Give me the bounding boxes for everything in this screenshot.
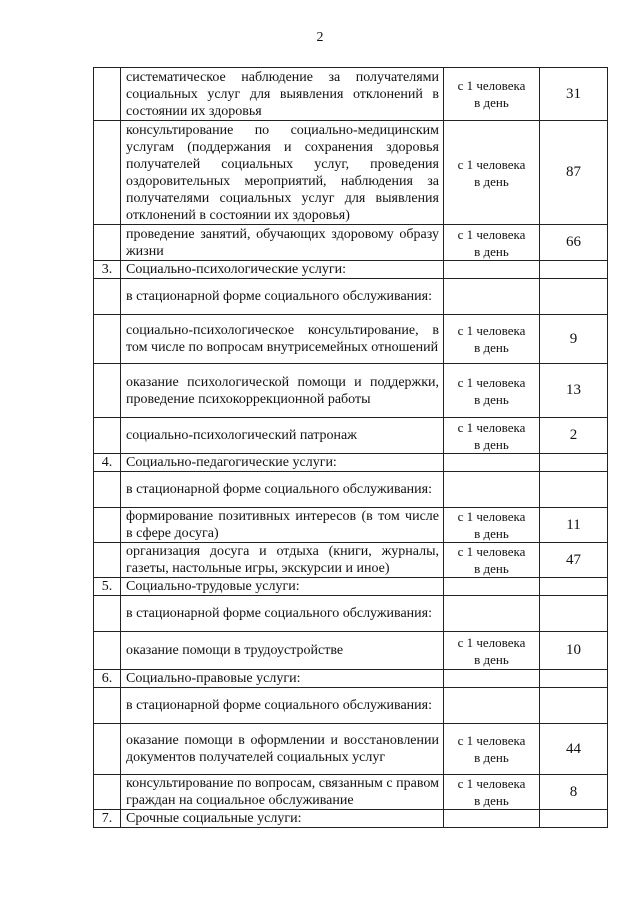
unit-line-2: в день [474,526,509,541]
value-cell: 10 [540,632,608,670]
row-number [94,121,121,225]
service-description: систематическое наблюдение за получателями социальных услуг для выявления отклонений в состоянии их здоровья [126,69,439,119]
row-number [94,68,121,121]
category-row [94,261,608,279]
row-number [94,472,121,508]
row-number: 7. [94,810,121,828]
service-description: в стационарной форме социального обслуживания: [126,698,432,713]
service-row [94,225,608,261]
row-number [94,724,121,775]
unit-line-2: в день [474,340,509,355]
description-cell [121,578,444,596]
service-description: формирование позитивных интересов (в том числе в сфере досуга) [126,509,439,541]
service-row [94,121,608,225]
unit-line-1: с 1 человека [457,78,526,93]
description-cell [121,670,444,688]
unit-cell [444,724,540,775]
value-cell [540,279,608,315]
description-cell [121,632,444,670]
value-cell [540,810,608,828]
value-cell: 47 [540,543,608,578]
value-cell: 8 [540,775,608,810]
form-row [94,279,608,315]
services-table-body [94,68,608,828]
description-cell [121,724,444,775]
service-description: консультирование по социально-медицинским услугам (поддержания и сохранения здоровья получателей социальных услуг, проведения оздоровительных мероприятий, наблюдения за получателями социальных услуг для выявления отклонений в состоянии их здоровья) [126,122,439,223]
unit-cell [444,472,540,508]
service-description: в стационарной форме социального обслуживания: [126,482,432,497]
value-cell: 13 [540,364,608,418]
value-cell: 44 [540,724,608,775]
value-cell: 2 [540,418,608,454]
row-number [94,225,121,261]
unit-cell [444,775,540,810]
row-number [94,364,121,418]
unit-line-1: с 1 человека [457,544,526,559]
value-cell: 31 [540,68,608,121]
value-cell [540,578,608,596]
row-number: 3. [94,261,121,279]
category-row [94,670,608,688]
service-description: в стационарной форме социального обслуживания: [126,289,432,304]
unit-cell [444,632,540,670]
service-row [94,775,608,810]
row-number [94,688,121,724]
unit-cell [444,688,540,724]
service-row [94,508,608,543]
unit-line-1: с 1 человека [457,323,526,338]
description-cell [121,261,444,279]
service-row [94,68,608,121]
form-row [94,596,608,632]
services-table [93,67,608,828]
category-title: Социально-правовые услуги: [126,671,301,686]
unit-cell [444,543,540,578]
unit-cell [444,225,540,261]
description-cell [121,810,444,828]
category-title: Социально-трудовые услуги: [126,579,300,594]
unit-line-1: с 1 человека [457,156,526,172]
description-cell [121,121,444,225]
description-cell [121,225,444,261]
form-row [94,688,608,724]
value-cell: 11 [540,508,608,543]
unit-cell [444,68,540,121]
value-cell [540,454,608,472]
unit-line-2: в день [474,95,509,110]
unit-cell [444,418,540,454]
service-row [94,632,608,670]
row-number [94,596,121,632]
unit-line-2: в день [474,651,509,667]
unit-line-1: с 1 человека [457,776,526,791]
row-number [94,315,121,364]
unit-cell [444,578,540,596]
row-number [94,632,121,670]
unit-cell [444,261,540,279]
unit-cell [444,596,540,632]
value-cell: 66 [540,225,608,261]
row-number [94,775,121,810]
service-description: проведение занятий, обучающих здоровому образу жизни [126,226,439,259]
unit-line-1: с 1 человека [457,419,526,435]
unit-line-1: с 1 человека [457,374,526,390]
unit-cell [444,121,540,225]
form-row [94,472,608,508]
value-cell [540,261,608,279]
description-cell [121,454,444,472]
service-description: социально-психологический патронаж [126,428,357,443]
service-row [94,364,608,418]
service-row [94,315,608,364]
unit-line-2: в день [474,391,509,407]
service-row [94,418,608,454]
category-title: Срочные социальные услуги: [126,811,302,826]
description-cell [121,68,444,121]
row-number: 6. [94,670,121,688]
unit-cell [444,508,540,543]
description-cell [121,596,444,632]
row-number [94,279,121,315]
unit-cell [444,454,540,472]
service-row [94,543,608,578]
unit-cell [444,315,540,364]
service-description: социально-психологическое консультирование, в том числе по вопросам внутрисемейных отношений [126,323,439,355]
unit-line-2: в день [474,436,509,452]
unit-line-1: с 1 человека [457,509,526,524]
service-description: консультирование по вопросам, связанным с правом граждан на социальное обслуживание [126,776,439,808]
value-cell [540,670,608,688]
unit-cell [444,279,540,315]
unit-line-2: в день [474,561,509,576]
description-cell [121,418,444,454]
value-cell [540,688,608,724]
unit-cell [444,670,540,688]
category-row [94,810,608,828]
row-number [94,508,121,543]
unit-line-1: с 1 человека [457,226,526,242]
row-number [94,418,121,454]
unit-line-2: в день [474,793,509,808]
value-cell [540,472,608,508]
unit-line-2: в день [474,173,509,189]
category-row [94,454,608,472]
category-title: Социально-психологические услуги: [126,262,347,277]
service-description: оказание помощи в трудоустройстве [126,643,344,658]
category-row [94,578,608,596]
unit-cell [444,810,540,828]
unit-line-1: с 1 человека [457,634,526,650]
service-description: в стационарной форме социального обслуживания: [126,606,432,621]
description-cell [121,508,444,543]
service-description: оказание психологической помощи и поддержки, проведение психокоррекционной работы [126,374,439,407]
service-row [94,724,608,775]
row-number: 5. [94,578,121,596]
unit-line-1: с 1 человека [457,733,526,748]
description-cell [121,472,444,508]
unit-line-2: в день [474,243,509,259]
unit-line-2: в день [474,750,509,765]
description-cell [121,543,444,578]
description-cell [121,279,444,315]
description-cell [121,775,444,810]
value-cell: 9 [540,315,608,364]
description-cell [121,364,444,418]
description-cell [121,315,444,364]
row-number: 4. [94,454,121,472]
value-cell [540,596,608,632]
value-cell: 87 [540,121,608,225]
service-description: оказание помощи в оформлении и восстановлении документов получателей социальных услуг [126,733,439,765]
category-title: Социально-педагогические услуги: [126,455,337,470]
page-number: 2 [316,30,324,45]
service-description: организация досуга и отдыха (книги, журналы, газеты, настольные игры, экскурсии и иное) [126,544,439,576]
row-number [94,543,121,578]
description-cell [121,688,444,724]
unit-cell [444,364,540,418]
